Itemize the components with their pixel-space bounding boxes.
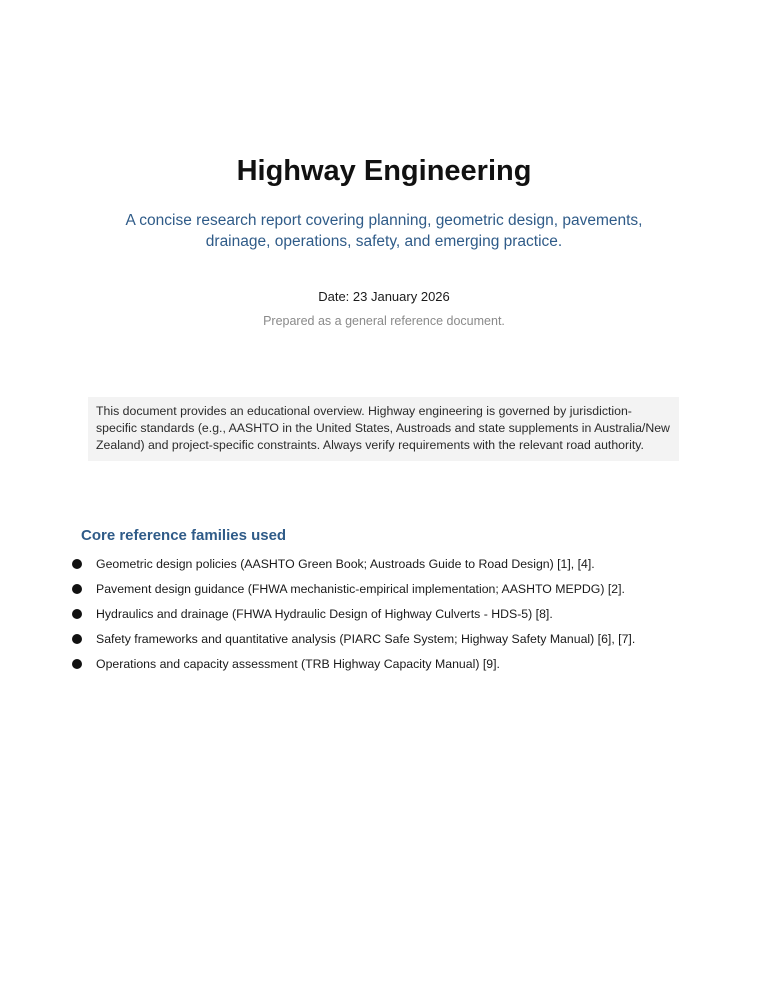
bullet-icon xyxy=(72,559,82,569)
bullet-icon xyxy=(72,584,82,594)
bullet-icon xyxy=(72,634,82,644)
list-item xyxy=(72,656,692,673)
list-item-text: Pavement design guidance (FHWA mechanistic-empirical implementation; AASHTO MEPDG) [2]. xyxy=(96,582,625,596)
section-heading-core-references: Core reference families used xyxy=(81,527,287,544)
bullet-icon xyxy=(72,609,82,619)
list-item xyxy=(72,631,692,648)
document-subtitle: A concise research report covering planning, geometric design, pavements, drainage, operations, safety, and emerging practice. xyxy=(125,212,643,250)
list-item-text: Hydraulics and drainage (FHWA Hydraulic Design of Highway Culverts - HDS-5) [8]. xyxy=(96,607,553,621)
list-item-text: Geometric design policies (AASHTO Green Book; Austroads Guide to Road Design) [1], [4]. xyxy=(96,557,595,571)
list-item-text: Safety frameworks and quantitative analysis (PIARC Safe System; Highway Safety Manual) [6], [7]. xyxy=(96,632,636,646)
list-item-text: Operations and capacity assessment (TRB Highway Capacity Manual) [9]. xyxy=(96,657,500,671)
disclaimer-notice xyxy=(88,397,679,461)
disclaimer-text: This document provides an educational overview. Highway engineering is governed by jurisdiction-specific standards (e.g., AASHTO in the United States, Austroads and state supplements in Australia/New Zealand) and project-specific constraints. Always verify requirements with the relevant road authority. xyxy=(96,404,670,452)
document-date: Date: 23 January 2026 xyxy=(318,289,450,304)
list-item xyxy=(72,581,692,598)
list-item xyxy=(72,606,692,623)
reference-list xyxy=(72,556,692,681)
list-item xyxy=(72,556,692,573)
bullet-icon xyxy=(72,659,82,669)
prepared-note: Prepared as a general reference document. xyxy=(263,314,505,328)
document-title: Highway Engineering xyxy=(236,155,532,187)
